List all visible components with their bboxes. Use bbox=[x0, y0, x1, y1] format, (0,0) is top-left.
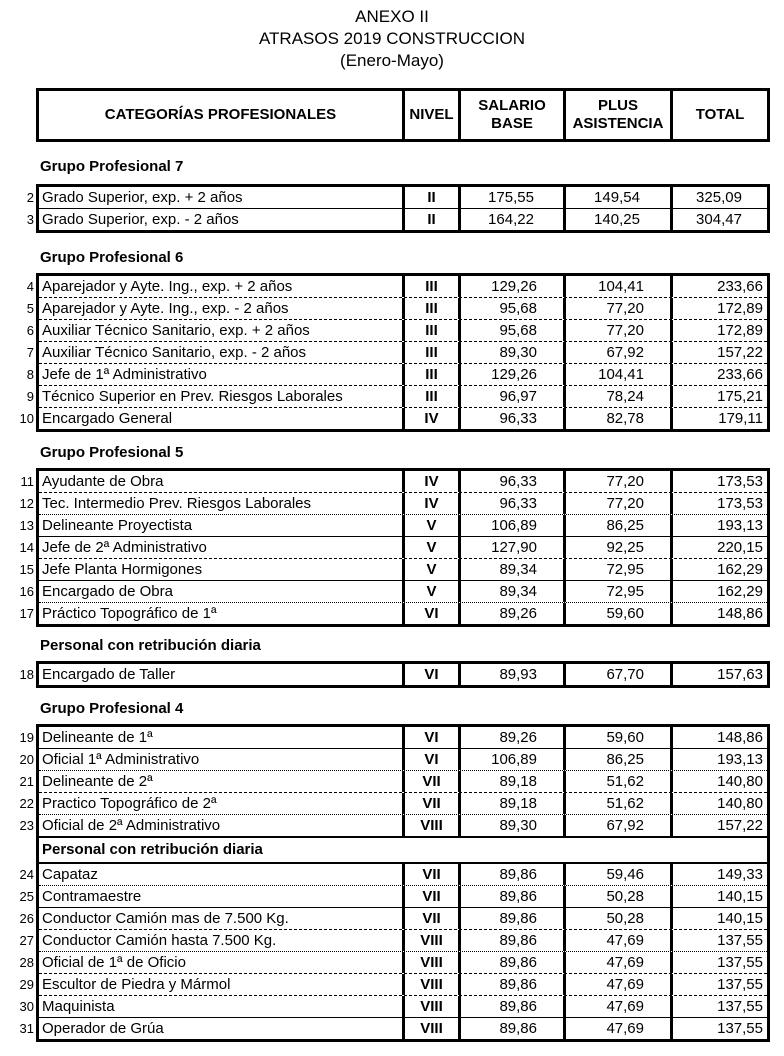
cell-total: 162,29 bbox=[670, 559, 767, 580]
table-row bbox=[19, 885, 767, 907]
cell-nivel: VIII bbox=[402, 815, 458, 836]
cell-total: 179,11 bbox=[670, 408, 767, 429]
cell-category: Encargado de Obra bbox=[42, 583, 173, 600]
cell-nivel: VI bbox=[402, 749, 458, 770]
cell-total: 157,63 bbox=[670, 664, 767, 685]
header-salario-base bbox=[458, 91, 563, 139]
header-plus-asistencia bbox=[563, 91, 670, 139]
cell-nivel: VII bbox=[402, 793, 458, 814]
row-number: 29 bbox=[19, 977, 34, 992]
cell-plus-asistencia: 77,20 bbox=[563, 471, 670, 492]
header-categorias bbox=[39, 91, 402, 139]
group-heading-6: Grupo Profesional 6 bbox=[40, 249, 184, 266]
cell-salario-base: 89,86 bbox=[458, 1018, 563, 1039]
cell-category: Jefe de 2ª Administrativo bbox=[42, 539, 207, 556]
row-number: 31 bbox=[19, 1021, 34, 1036]
cell-nivel: VI bbox=[402, 664, 458, 685]
cell-nivel: III bbox=[402, 298, 458, 319]
cell-plus-asistencia: 47,69 bbox=[563, 930, 670, 951]
cell-salario-base: 89,18 bbox=[458, 793, 563, 814]
cell-total: 175,21 bbox=[670, 386, 767, 407]
cell-salario-base: 96,97 bbox=[458, 386, 563, 407]
cell-total: 220,15 bbox=[670, 537, 767, 558]
cell-total: 193,13 bbox=[670, 515, 767, 536]
row-number: 7 bbox=[26, 345, 34, 360]
cell-category: Conductor Camión mas de 7.500 Kg. bbox=[42, 910, 289, 927]
cell-nivel: VI bbox=[402, 603, 458, 624]
cell-nivel: VIII bbox=[402, 930, 458, 951]
cell-nivel: VIII bbox=[402, 952, 458, 973]
cell-salario-base: 89,86 bbox=[458, 908, 563, 929]
cell-salario-base: 95,68 bbox=[458, 298, 563, 319]
table-row bbox=[26, 297, 767, 319]
group-4-table bbox=[19, 724, 770, 1042]
title-line-1: ANEXO II bbox=[355, 7, 429, 26]
cell-plus-asistencia: 86,25 bbox=[563, 515, 670, 536]
cell-nivel: VIII bbox=[402, 1018, 458, 1039]
cell-salario-base: 175,55 bbox=[458, 187, 563, 208]
cell-total: 149,33 bbox=[670, 864, 767, 885]
cell-salario-base: 129,26 bbox=[458, 276, 563, 297]
cell-category: Tec. Intermedio Prev. Riesgos Laborales bbox=[42, 495, 312, 512]
cell-total: 140,80 bbox=[670, 793, 767, 814]
row-number: 5 bbox=[26, 301, 34, 316]
cell-total: 148,86 bbox=[670, 727, 767, 748]
cell-salario-base: 89,30 bbox=[458, 342, 563, 363]
cell-category: Jefe de 1ª Administrativo bbox=[42, 366, 207, 383]
table-row bbox=[19, 907, 767, 929]
cell-plus-asistencia: 59,46 bbox=[563, 864, 670, 885]
cell-total: 140,15 bbox=[670, 886, 767, 907]
cell-salario-base: 89,86 bbox=[458, 952, 563, 973]
row-number: 30 bbox=[19, 999, 34, 1014]
cell-salario-base: 89,34 bbox=[458, 559, 563, 580]
cell-plus-asistencia: 140,25 bbox=[563, 209, 670, 230]
header-plus-line1: PLUS bbox=[597, 97, 638, 114]
table-row bbox=[20, 471, 767, 492]
cell-salario-base: 89,34 bbox=[458, 581, 563, 602]
cell-category: Capataz bbox=[42, 866, 98, 883]
cell-total: 157,22 bbox=[670, 342, 767, 363]
header-salario-line2: BASE bbox=[491, 115, 533, 132]
cell-salario-base: 89,26 bbox=[458, 603, 563, 624]
table-row bbox=[19, 558, 767, 580]
row-number: 10 bbox=[19, 411, 34, 426]
cell-category: Operador de Grúa bbox=[42, 1020, 164, 1037]
table-row bbox=[19, 929, 767, 951]
header-plus-line2: ASISTENCIA bbox=[572, 115, 664, 132]
cell-category: Encargado de Taller bbox=[42, 666, 176, 683]
table-row bbox=[26, 341, 767, 363]
header-salario-line1: SALARIO bbox=[478, 97, 546, 114]
row-number: 28 bbox=[19, 955, 34, 970]
header-categorias-label: CATEGORÍAS PROFESIONALES bbox=[104, 106, 337, 123]
cell-plus-asistencia: 47,69 bbox=[563, 974, 670, 995]
header-total-label: TOTAL bbox=[695, 106, 745, 123]
cell-nivel: V bbox=[402, 515, 458, 536]
cell-category: Delineante de 1ª bbox=[42, 729, 153, 746]
cell-category: Jefe Planta Hormigones bbox=[42, 561, 203, 578]
group-6-table bbox=[19, 273, 770, 432]
cell-category: Escultor de Piedra y Mármol bbox=[42, 976, 231, 993]
cell-category: Delineante Proyectista bbox=[42, 517, 193, 534]
row-number: 3 bbox=[26, 212, 34, 227]
cell-plus-asistencia: 104,41 bbox=[563, 276, 670, 297]
cell-category: Oficial de 1ª de Oficio bbox=[42, 954, 186, 971]
table-row bbox=[26, 208, 767, 230]
cell-nivel: III bbox=[402, 386, 458, 407]
cell-nivel: IV bbox=[402, 471, 458, 492]
cell-total: 172,89 bbox=[670, 320, 767, 341]
cell-plus-asistencia: 104,41 bbox=[563, 364, 670, 385]
table-row bbox=[26, 385, 767, 407]
cell-total: 304,47 bbox=[670, 209, 767, 230]
row-number: 15 bbox=[19, 562, 34, 577]
row-number: 20 bbox=[19, 752, 34, 767]
table-row bbox=[26, 187, 767, 208]
cell-plus-asistencia: 77,20 bbox=[563, 298, 670, 319]
row-number: 11 bbox=[20, 474, 34, 489]
row-number: 18 bbox=[19, 667, 34, 682]
header-nivel-label: NIVEL bbox=[409, 106, 454, 123]
row-number: 16 bbox=[19, 584, 34, 599]
cell-total: 137,55 bbox=[670, 996, 767, 1017]
cell-category: Practico Topográfico de 2ª bbox=[42, 795, 217, 812]
cell-total: 148,86 bbox=[670, 603, 767, 624]
cell-plus-asistencia: 59,60 bbox=[563, 727, 670, 748]
cell-category: Técnico Superior en Prev. Riesgos Laborales bbox=[42, 388, 343, 405]
cell-category: Aparejador y Ayte. Ing., exp. - 2 años bbox=[42, 300, 289, 317]
cell-total: 137,55 bbox=[670, 952, 767, 973]
group-5-table bbox=[19, 468, 770, 627]
cell-category: Maquinista bbox=[42, 998, 115, 1015]
cell-salario-base: 96,33 bbox=[458, 493, 563, 514]
table-row bbox=[19, 492, 767, 514]
row-number: 22 bbox=[19, 796, 34, 811]
table-row bbox=[19, 973, 767, 995]
cell-plus-asistencia: 82,78 bbox=[563, 408, 670, 429]
cell-total: 173,53 bbox=[670, 493, 767, 514]
table-row bbox=[19, 995, 767, 1017]
table-row bbox=[19, 864, 767, 885]
cell-salario-base: 89,30 bbox=[458, 815, 563, 836]
cell-category: Oficial 1ª Administrativo bbox=[42, 751, 200, 768]
cell-category: Conductor Camión hasta 7.500 Kg. bbox=[42, 932, 277, 949]
cell-plus-asistencia: 78,24 bbox=[563, 386, 670, 407]
row-number: 27 bbox=[19, 933, 34, 948]
cell-total: 137,55 bbox=[670, 930, 767, 951]
table-row bbox=[19, 514, 767, 536]
cell-salario-base: 89,93 bbox=[458, 664, 563, 685]
cell-nivel: V bbox=[402, 559, 458, 580]
cell-plus-asistencia: 67,92 bbox=[563, 342, 670, 363]
daily-pay-heading: Personal con retribución diaria bbox=[40, 637, 261, 654]
cell-plus-asistencia: 72,95 bbox=[563, 559, 670, 580]
page bbox=[0, 6, 784, 1042]
header-nivel bbox=[402, 91, 458, 139]
table-row bbox=[19, 748, 767, 770]
row-number: 2 bbox=[26, 190, 34, 205]
cell-category: Práctico Topográfico de 1ª bbox=[42, 605, 217, 622]
cell-nivel: II bbox=[402, 187, 458, 208]
row-number: 8 bbox=[26, 367, 34, 382]
cell-total: 137,55 bbox=[670, 1018, 767, 1039]
group-heading-4: Grupo Profesional 4 bbox=[40, 700, 184, 717]
cell-plus-asistencia: 50,28 bbox=[563, 908, 670, 929]
table-row bbox=[19, 580, 767, 602]
table-row bbox=[19, 727, 767, 748]
cell-salario-base: 89,86 bbox=[458, 996, 563, 1017]
table-row bbox=[19, 536, 767, 558]
cell-total: 140,15 bbox=[670, 908, 767, 929]
header-total bbox=[670, 91, 767, 139]
cell-category: Grado Superior, exp. + 2 años bbox=[42, 189, 243, 206]
cell-category: Oficial de 2ª Administrativo bbox=[42, 817, 221, 834]
cell-nivel: VII bbox=[402, 908, 458, 929]
row-number: 25 bbox=[19, 889, 34, 904]
cell-plus-asistencia: 50,28 bbox=[563, 886, 670, 907]
title-line-2: ATRASOS 2019 CONSTRUCCION bbox=[258, 29, 526, 48]
table-row bbox=[19, 602, 767, 624]
cell-total: 173,53 bbox=[670, 471, 767, 492]
cell-plus-asistencia: 59,60 bbox=[563, 603, 670, 624]
cell-plus-asistencia: 77,20 bbox=[563, 493, 670, 514]
cell-salario-base: 89,26 bbox=[458, 727, 563, 748]
row-number: 4 bbox=[26, 279, 34, 294]
cell-plus-asistencia: 86,25 bbox=[563, 749, 670, 770]
cell-category: Auxiliar Técnico Sanitario, exp. - 2 años bbox=[42, 344, 307, 361]
row-number: 17 bbox=[19, 606, 34, 621]
cell-total: 233,66 bbox=[670, 364, 767, 385]
row-number: 13 bbox=[19, 518, 34, 533]
table-row bbox=[19, 407, 767, 429]
cell-category: Auxiliar Técnico Sanitario, exp. + 2 años bbox=[42, 322, 310, 339]
table-row bbox=[19, 951, 767, 973]
cell-total: 157,22 bbox=[670, 815, 767, 836]
table-row bbox=[19, 792, 767, 814]
cell-salario-base: 89,86 bbox=[458, 930, 563, 951]
row-number: 21 bbox=[19, 774, 34, 789]
row-number: 24 bbox=[19, 867, 34, 882]
cell-nivel: VI bbox=[402, 727, 458, 748]
row-number: 6 bbox=[26, 323, 34, 338]
cell-plus-asistencia: 51,62 bbox=[563, 771, 670, 792]
cell-total: 162,29 bbox=[670, 581, 767, 602]
cell-category: Encargado General bbox=[42, 410, 173, 427]
cell-nivel: VII bbox=[402, 771, 458, 792]
cell-total: 233,66 bbox=[670, 276, 767, 297]
row-number: 26 bbox=[19, 911, 34, 926]
group-heading-5: Grupo Profesional 5 bbox=[40, 444, 184, 461]
table-row bbox=[19, 770, 767, 792]
cell-total: 193,13 bbox=[670, 749, 767, 770]
cell-category: Ayudante de Obra bbox=[42, 473, 164, 490]
cell-plus-asistencia: 47,69 bbox=[563, 1018, 670, 1039]
cell-plus-asistencia: 67,70 bbox=[563, 664, 670, 685]
cell-salario-base: 89,86 bbox=[458, 864, 563, 885]
cell-plus-asistencia: 67,92 bbox=[563, 815, 670, 836]
row-number: 14 bbox=[19, 540, 34, 555]
cell-nivel: III bbox=[402, 276, 458, 297]
cell-plus-asistencia: 77,20 bbox=[563, 320, 670, 341]
cell-nivel: II bbox=[402, 209, 458, 230]
cell-total: 325,09 bbox=[670, 187, 767, 208]
cell-salario-base: 106,89 bbox=[458, 515, 563, 536]
cell-salario-base: 95,68 bbox=[458, 320, 563, 341]
document-title-block bbox=[0, 6, 784, 72]
row-number: 9 bbox=[26, 389, 34, 404]
table-row bbox=[26, 276, 767, 297]
table-row bbox=[26, 363, 767, 385]
cell-plus-asistencia: 92,25 bbox=[563, 537, 670, 558]
cell-plus-asistencia: 149,54 bbox=[563, 187, 670, 208]
cell-category: Grado Superior, exp. - 2 años bbox=[42, 211, 239, 228]
daily-pay-table bbox=[19, 661, 770, 688]
table-subheader: Personal con retribución diaria bbox=[39, 836, 767, 864]
row-number: 23 bbox=[19, 818, 34, 833]
cell-total: 172,89 bbox=[670, 298, 767, 319]
cell-salario-base: 89,86 bbox=[458, 974, 563, 995]
cell-nivel: IV bbox=[402, 493, 458, 514]
table-header-row bbox=[36, 88, 770, 142]
cell-salario-base: 96,33 bbox=[458, 408, 563, 429]
cell-plus-asistencia: 72,95 bbox=[563, 581, 670, 602]
cell-total: 137,55 bbox=[670, 974, 767, 995]
cell-nivel: III bbox=[402, 364, 458, 385]
cell-salario-base: 164,22 bbox=[458, 209, 563, 230]
cell-plus-asistencia: 51,62 bbox=[563, 793, 670, 814]
table-row bbox=[19, 1017, 767, 1039]
group-heading-7: Grupo Profesional 7 bbox=[40, 158, 184, 175]
table-row bbox=[19, 664, 767, 685]
row-number: 19 bbox=[19, 730, 34, 745]
cell-salario-base: 89,86 bbox=[458, 886, 563, 907]
cell-nivel: V bbox=[402, 537, 458, 558]
table-row bbox=[19, 814, 767, 836]
cell-nivel: III bbox=[402, 342, 458, 363]
cell-salario-base: 129,26 bbox=[458, 364, 563, 385]
cell-category: Contramaestre bbox=[42, 888, 142, 905]
cell-plus-asistencia: 47,69 bbox=[563, 996, 670, 1017]
cell-salario-base: 89,18 bbox=[458, 771, 563, 792]
group-7-table bbox=[26, 184, 770, 233]
table-row bbox=[26, 319, 767, 341]
cell-category: Delineante de 2ª bbox=[42, 773, 153, 790]
cell-salario-base: 106,89 bbox=[458, 749, 563, 770]
row-number: 12 bbox=[19, 496, 34, 511]
cell-nivel: VIII bbox=[402, 996, 458, 1017]
cell-salario-base: 127,90 bbox=[458, 537, 563, 558]
title-line-3: (Enero-Mayo) bbox=[340, 51, 444, 70]
cell-total: 140,80 bbox=[670, 771, 767, 792]
cell-salario-base: 96,33 bbox=[458, 471, 563, 492]
cell-nivel: III bbox=[402, 320, 458, 341]
cell-nivel: VII bbox=[402, 886, 458, 907]
cell-nivel: IV bbox=[402, 408, 458, 429]
cell-nivel: V bbox=[402, 581, 458, 602]
cell-nivel: VIII bbox=[402, 974, 458, 995]
cell-category: Aparejador y Ayte. Ing., exp. + 2 años bbox=[42, 278, 293, 295]
cell-plus-asistencia: 47,69 bbox=[563, 952, 670, 973]
cell-nivel: VII bbox=[402, 864, 458, 885]
